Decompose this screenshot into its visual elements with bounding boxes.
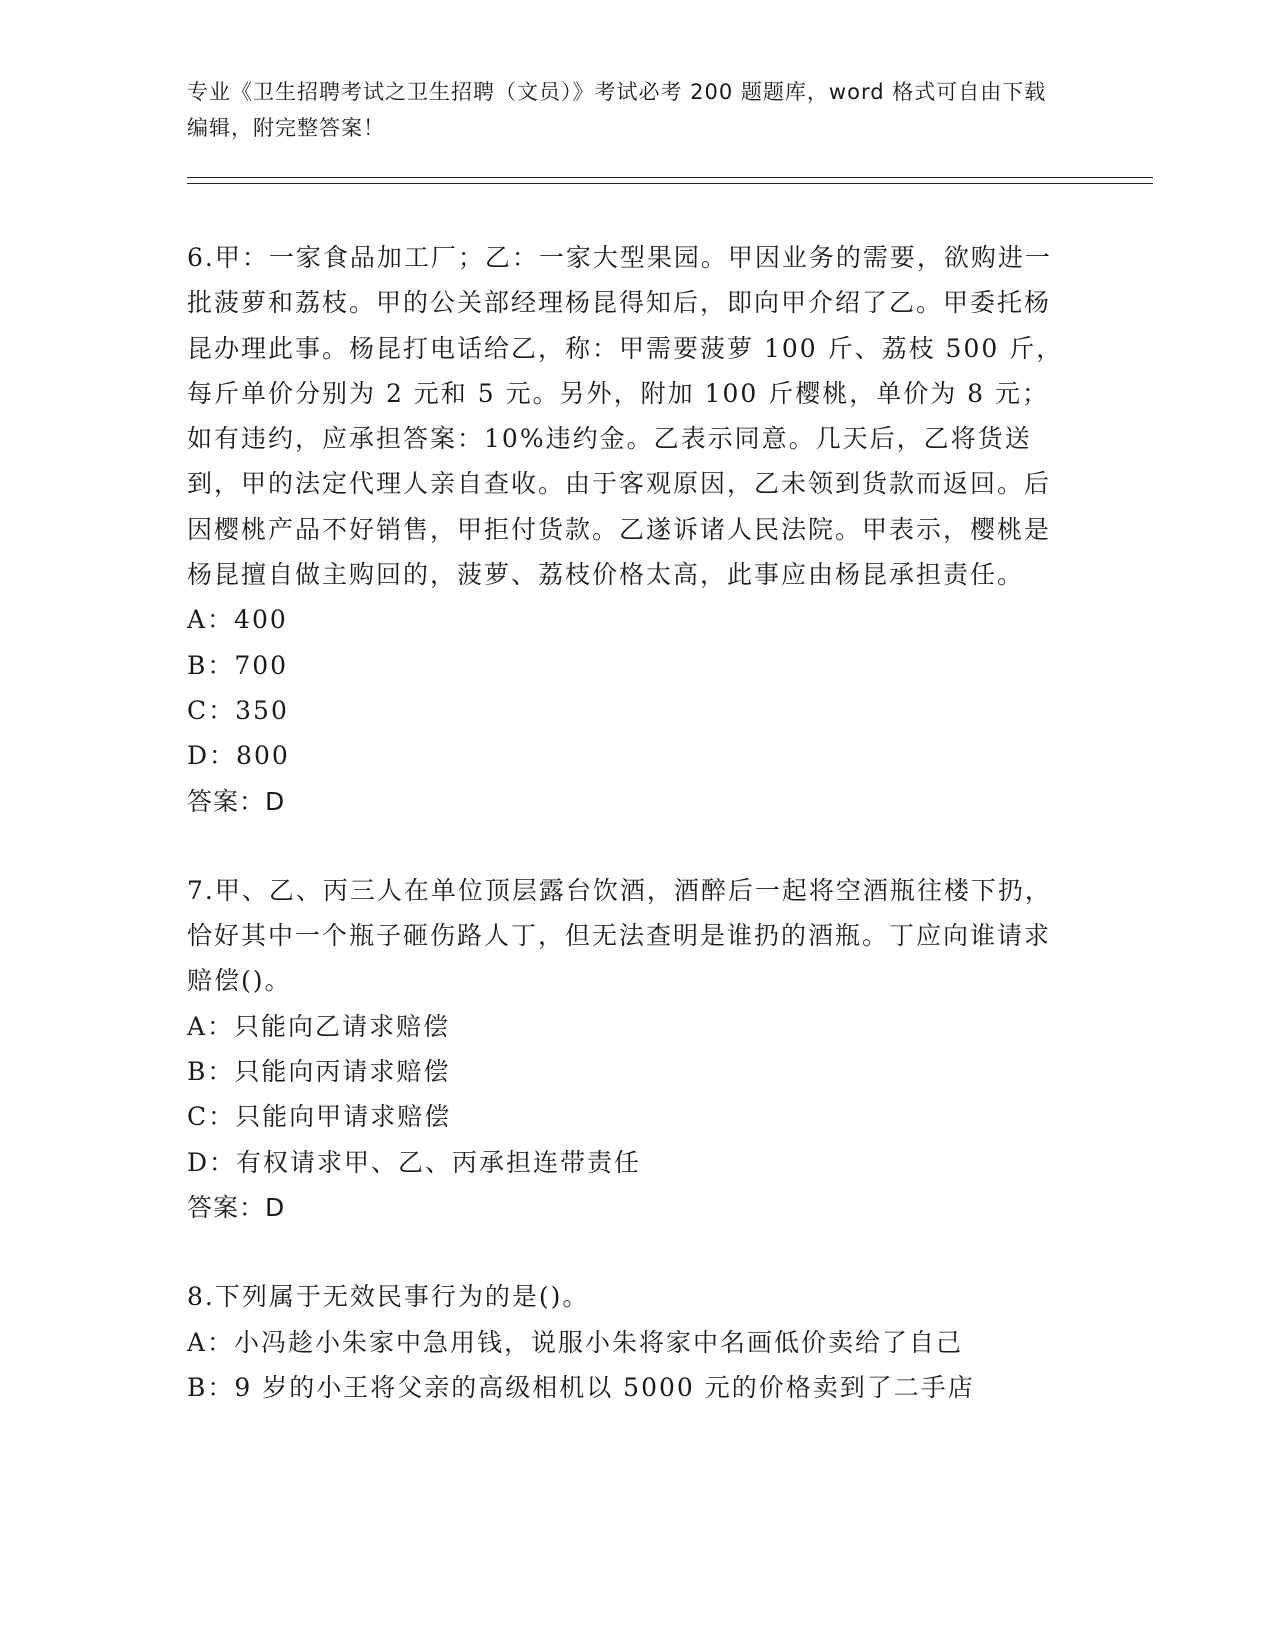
document-header: 专业《卫生招聘考试之卫生招聘（文员）》考试必考 200 题题库，word 格式可自由下载编辑，附完整答案！ <box>187 80 1047 140</box>
option-b: B：只能向丙请求赔偿 <box>187 1057 451 1087</box>
answer-line: 答案：D <box>187 786 286 816</box>
option-c: C：只能向甲请求赔偿 <box>187 1102 452 1132</box>
question-spacer <box>187 824 1067 868</box>
option-b: B：700 <box>187 650 289 680</box>
option-a: A：400 <box>187 605 288 635</box>
option-a: A：小冯趁小朱家中急用钱，说服小朱将家中名画低价卖给了自己 <box>187 1327 964 1357</box>
option-a: A：只能向乙请求赔偿 <box>187 1011 451 1041</box>
option-c: C：350 <box>187 695 289 725</box>
question-6 <box>187 235 1067 824</box>
header-rule-bottom <box>187 183 1153 184</box>
option-b: B：9 岁的小王将父亲的高级相机以 5000 元的价格卖到了二手店 <box>187 1372 975 1402</box>
question-list <box>187 235 1067 1410</box>
question-text: 8.下列属于无效民事行为的是()。 <box>187 1282 590 1312</box>
question-spacer <box>187 1230 1067 1274</box>
question-text: 7.甲、乙、丙三人在单位顶层露台饮酒，酒醉后一起将空酒瓶往楼下扔，恰好其中一个瓶子砸伤路人丁，但无法查明是谁扔的酒瓶。丁应向谁请求赔偿()。 <box>187 875 1052 996</box>
answer-line: 答案：D <box>187 1192 286 1222</box>
question-7 <box>187 868 1067 1230</box>
header-rule-top <box>187 177 1153 178</box>
question-8 <box>187 1274 1067 1410</box>
option-d: D：800 <box>187 741 290 771</box>
option-d: D：有权请求甲、乙、丙承担连带责任 <box>187 1147 642 1177</box>
question-text: 6.甲：一家食品加工厂；乙：一家大型果园。甲因业务的需要，欲购进一批菠萝和荔枝。甲的公关部经理杨昆得知后，即向甲介绍了乙。甲委托杨昆办理此事。杨昆打电话给乙，称：甲需要菠萝 100 斤、荔枝 500 斤，每斤单价分别为 2 元和 5 元。另外，附加 100 斤樱桃，单价为 8 元；如有违约，应承担答案：10%违约金。乙表示同意。几天后，乙将货送到，甲的法定代理人亲自查收。由于客观原因，乙未领到货款而返回。后因樱桃产品不好销售，甲拒付货款。乙遂诉诸人民法院。甲表示，樱桃是杨昆擅自做主购回的，菠萝、荔枝价格太高，此事应由杨昆承担责任。 <box>187 243 1064 590</box>
